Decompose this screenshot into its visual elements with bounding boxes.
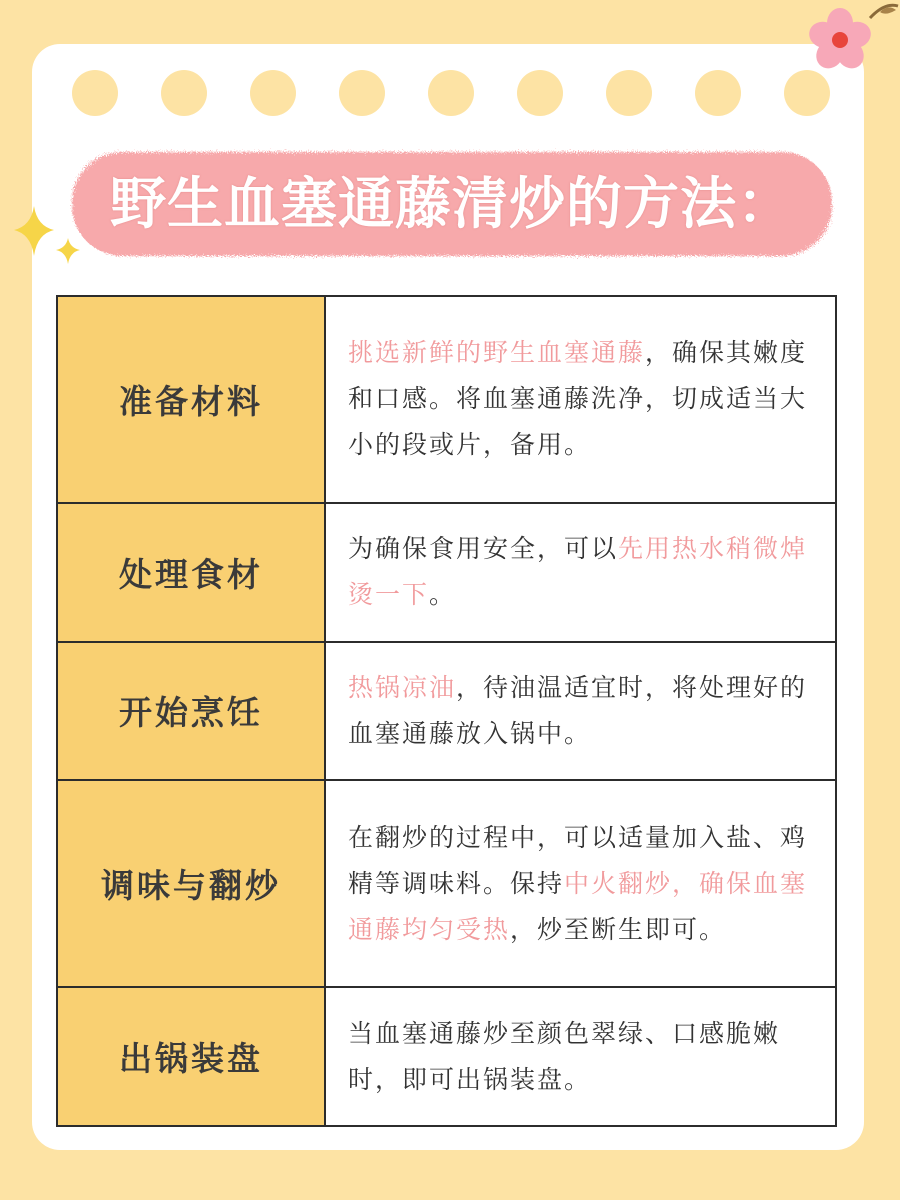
step-description	[325, 503, 836, 642]
flower-icon	[800, 0, 900, 80]
step-row	[57, 987, 836, 1126]
dot	[517, 70, 563, 116]
dot	[250, 70, 296, 116]
step-description	[325, 987, 836, 1126]
step-label: 出锅装盘	[57, 987, 325, 1126]
step-description	[325, 780, 836, 987]
step-label: 准备材料	[57, 296, 325, 503]
dot	[72, 70, 118, 116]
dot	[339, 70, 385, 116]
highlighted-text: 挑选新鲜的野生血塞通藤	[348, 338, 646, 368]
dot	[428, 70, 474, 116]
dot	[695, 70, 741, 116]
description-text: ，确保其嫩度和口感。将血塞通藤洗净，切成适当大小的段或片，备用。	[348, 338, 808, 460]
highlighted-text: 中火翻炒，确保血塞通藤均匀受热	[348, 868, 808, 944]
step-row	[57, 642, 836, 781]
description-text: ，炒至断生即可。	[510, 914, 727, 944]
page-title: 野生血塞通藤清炒的方法：	[110, 172, 794, 237]
step-row	[57, 296, 836, 503]
step-label: 处理食材	[57, 503, 325, 642]
highlighted-text: 热锅凉油	[348, 672, 457, 702]
step-description	[325, 296, 836, 503]
description-text: 当血塞通藤炒至颜色翠绿、口感脆嫩时，即可出锅装盘。	[348, 1018, 781, 1094]
step-label: 调味与翻炒	[57, 780, 325, 987]
steps-table	[56, 295, 837, 1127]
step-label: 开始烹饪	[57, 642, 325, 781]
dot	[784, 70, 830, 116]
highlighted-text: 先用热水稍微焯烫一下	[348, 534, 808, 610]
step-description	[325, 642, 836, 781]
description-text: ，待油温适宜时，将处理好的血塞通藤放入锅中。	[348, 672, 808, 748]
step-row	[57, 503, 836, 642]
decorative-dots	[72, 70, 832, 116]
description-text: 为确保食用安全，可以	[348, 534, 619, 564]
description-text: 。	[429, 580, 457, 610]
description-text: 在翻炒的过程中，可以适量加入盐、鸡精等调味料。保持	[348, 822, 808, 898]
sparkle-icon	[8, 200, 88, 280]
step-row	[57, 780, 836, 987]
dot	[161, 70, 207, 116]
dot	[606, 70, 652, 116]
